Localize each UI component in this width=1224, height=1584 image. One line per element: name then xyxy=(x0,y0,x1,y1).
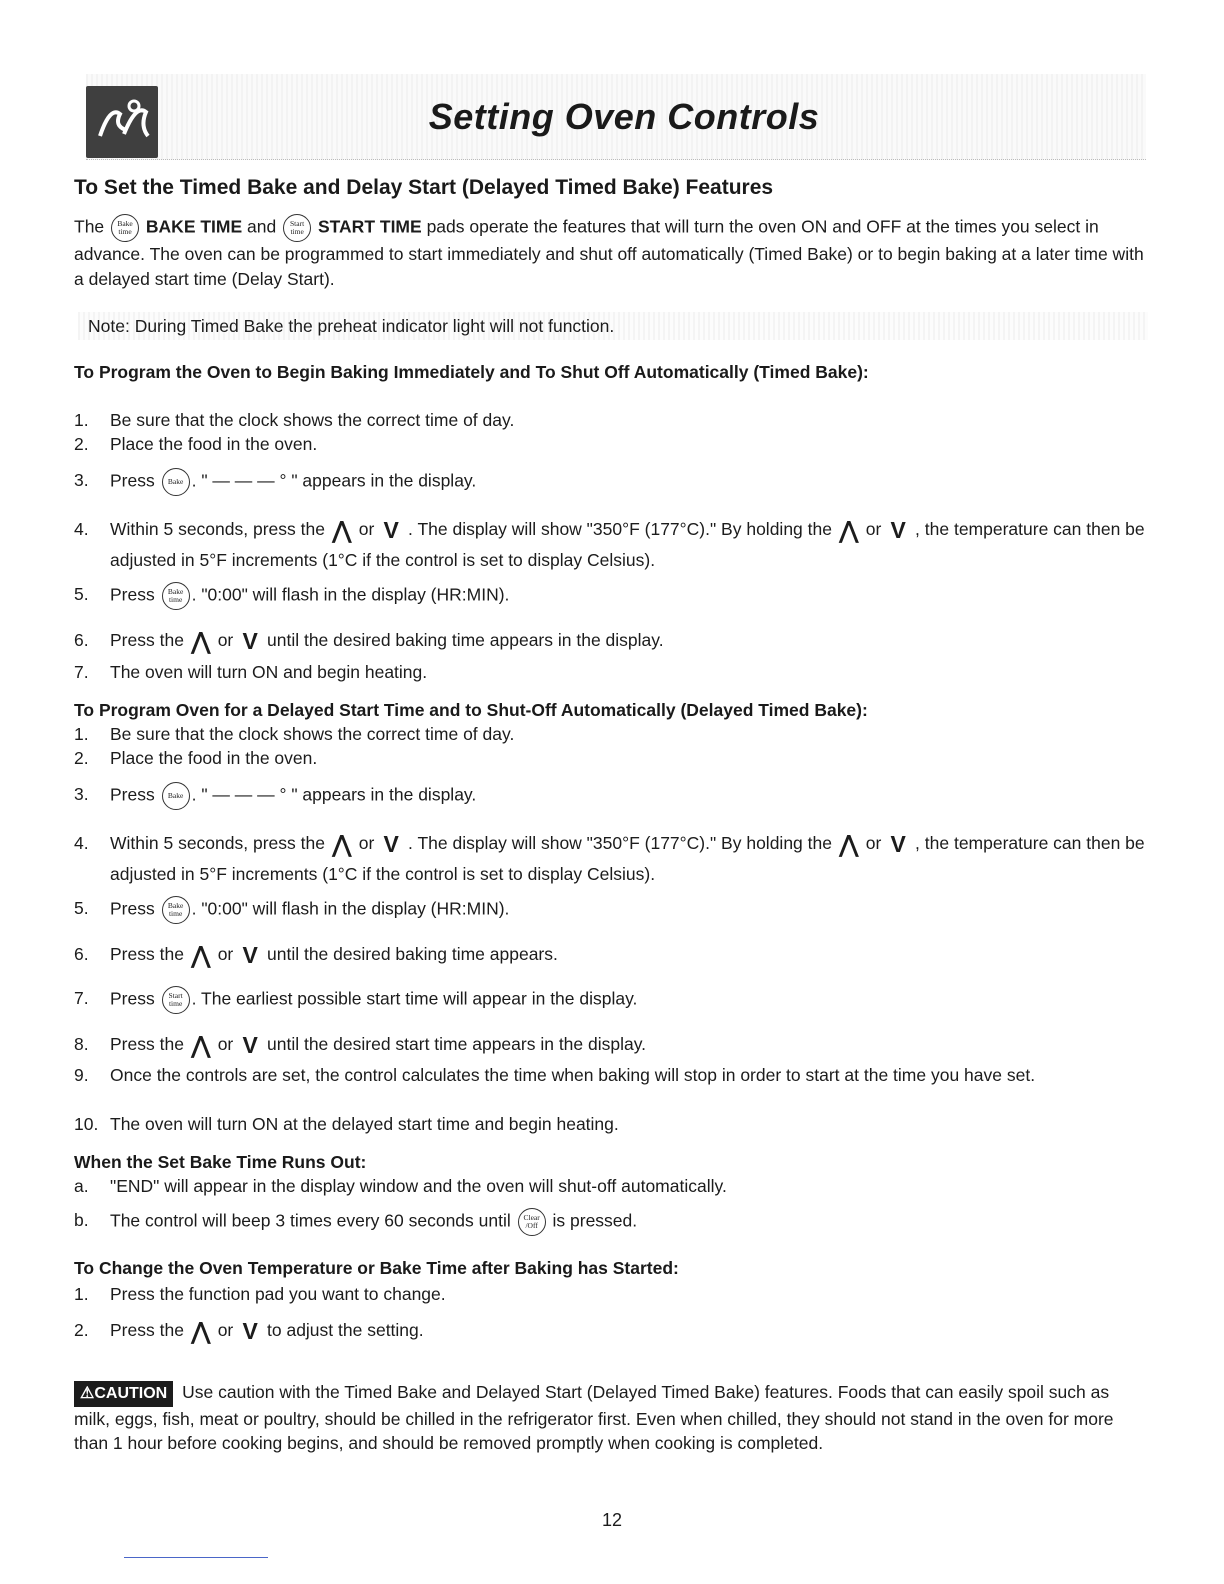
page-title: Setting Oven Controls xyxy=(428,96,820,137)
runs-out-title: When the Set Bake Time Runs Out: xyxy=(74,1152,367,1172)
clear-off-pad-icon: Clear /Off xyxy=(518,1208,546,1236)
down-arrow-icon: V xyxy=(242,942,258,969)
change-title: To Change the Oven Temperature or Bake Time after Baking has Started: xyxy=(74,1258,679,1278)
up-arrow-icon: ⋀ xyxy=(191,1032,211,1059)
list-item: 2. Place the food in the oven. xyxy=(74,748,318,768)
list-item: 5. Press Bake time . "0:00" will flash in the display (HR:MIN). xyxy=(74,896,1148,924)
list-item: 3. Press Bake . " — — — ° " appears in the display. xyxy=(74,468,1148,496)
up-arrow-icon: ⋀ xyxy=(839,831,859,858)
down-arrow-icon: V xyxy=(890,831,906,858)
bake-time-pad-icon: Bake time xyxy=(162,896,190,924)
list-item: 1. Be sure that the clock shows the correct time of day. xyxy=(74,724,515,744)
list-item: 7. Press Start time . The earliest possible start time will appear in the display. xyxy=(74,986,1148,1014)
up-arrow-icon: ⋀ xyxy=(191,628,211,655)
list-item: 6. Press the ⋀ or V until the desired baking time appears in the display. xyxy=(74,628,664,655)
list-item: 1. Press the function pad you want to change. xyxy=(74,1284,446,1304)
bake-pad-icon: Bake xyxy=(162,468,190,496)
list-item: b. The control will beep 3 times every 60 seconds until Clear /Off is pressed. xyxy=(74,1208,1148,1236)
down-arrow-icon: V xyxy=(242,628,258,655)
list-item: 7. The oven will turn ON and begin heating. xyxy=(74,662,428,682)
list-item: 10. The oven will turn ON at the delayed start time and begin heating. xyxy=(74,1114,619,1134)
list-item: 1. Be sure that the clock shows the correct time of day. xyxy=(74,410,515,430)
section-title: To Set the Timed Bake and Delay Start (Delayed Timed Bake) Features xyxy=(74,176,774,199)
start-time-pad-icon: Start time xyxy=(283,214,311,242)
down-arrow-icon: V xyxy=(383,517,399,544)
timed-bake-title: To Program the Oven to Begin Baking Immediately and To Shut Off Automatically (Timed Bake): xyxy=(74,362,869,382)
footer-line xyxy=(124,1557,268,1558)
bake-time-pad-icon: Bake time xyxy=(162,582,190,610)
list-item: 5. Press Bake time . "0:00" will flash in the display (HR:MIN). xyxy=(74,582,1148,610)
list-item: 4. Within 5 seconds, press the ⋀ or V . The display will show "350°F (177°C)." By holding the ⋀ or V , the temperature can then be adjusted in 5°F increments (1°C if the control is set to display Celsius). xyxy=(74,831,1145,884)
down-arrow-icon: V xyxy=(383,831,399,858)
up-arrow-icon: ⋀ xyxy=(332,831,352,858)
page-header xyxy=(86,74,1146,160)
page-number: 12 xyxy=(601,1510,623,1530)
bake-pad-icon: Bake xyxy=(162,782,190,810)
note-box: Note: During Timed Bake the preheat indicator light will not function. xyxy=(78,312,1148,340)
list-item: 2. Place the food in the oven. xyxy=(74,434,318,454)
intro-paragraph: The Bake time BAKE TIME and Start time START TIME pads operate the features that will turn the oven ON and OFF at the times you select in advance. The oven can be programmed to start immediately and shut off automatically (Timed Bake) or to begin baking at a later time with a delayed start time (Delay Start). xyxy=(74,214,1148,292)
delayed-bake-title: To Program Oven for a Delayed Start Time and to Shut-Off Automatically (Delayed Timed Bake): xyxy=(74,700,868,720)
caution-paragraph: ⚠CAUTION Use caution with the Timed Bake and Delayed Start (Delayed Timed Bake) features. Foods that can easily spoil such as milk, eggs, fish, meat or poultry, should be chilled in the refrigerator first. Even when chilled, they should not stand in the oven for more than 1 hour before cooking begins, and should be removed promptly when cooking is completed. xyxy=(74,1382,1114,1453)
down-arrow-icon: V xyxy=(890,517,906,544)
list-item: 2. Press the ⋀ or V to adjust the setting. xyxy=(74,1318,424,1345)
down-arrow-icon: V xyxy=(242,1032,258,1059)
caution-badge: ⚠CAUTION xyxy=(74,1381,173,1407)
start-time-pad-icon: Start time xyxy=(162,986,190,1014)
list-item: 4. Within 5 seconds, press the ⋀ or V . The display will show "350°F (177°C)." By holding the ⋀ or V , the temperature can then be adjusted in 5°F increments (1°C if the control is set to display Celsius). xyxy=(74,517,1145,570)
up-arrow-icon: ⋀ xyxy=(191,1318,211,1345)
down-arrow-icon: V xyxy=(242,1318,258,1345)
up-arrow-icon: ⋀ xyxy=(839,517,859,544)
list-item: 6. Press the ⋀ or V until the desired baking time appears. xyxy=(74,942,558,969)
up-arrow-icon: ⋀ xyxy=(332,517,352,544)
list-item: a. "END" will appear in the display window and the oven will shut-off automatically. xyxy=(74,1176,727,1196)
list-item: 3. Press Bake . " — — — ° " appears in the display. xyxy=(74,782,1148,810)
list-item: 8. Press the ⋀ or V until the desired start time appears in the display. xyxy=(74,1032,647,1059)
up-arrow-icon: ⋀ xyxy=(191,942,211,969)
bake-time-pad-icon: Bake time xyxy=(111,214,139,242)
list-item: 9. Once the controls are set, the control calculates the time when baking will stop in order to start at the time you have set. xyxy=(74,1065,1036,1085)
